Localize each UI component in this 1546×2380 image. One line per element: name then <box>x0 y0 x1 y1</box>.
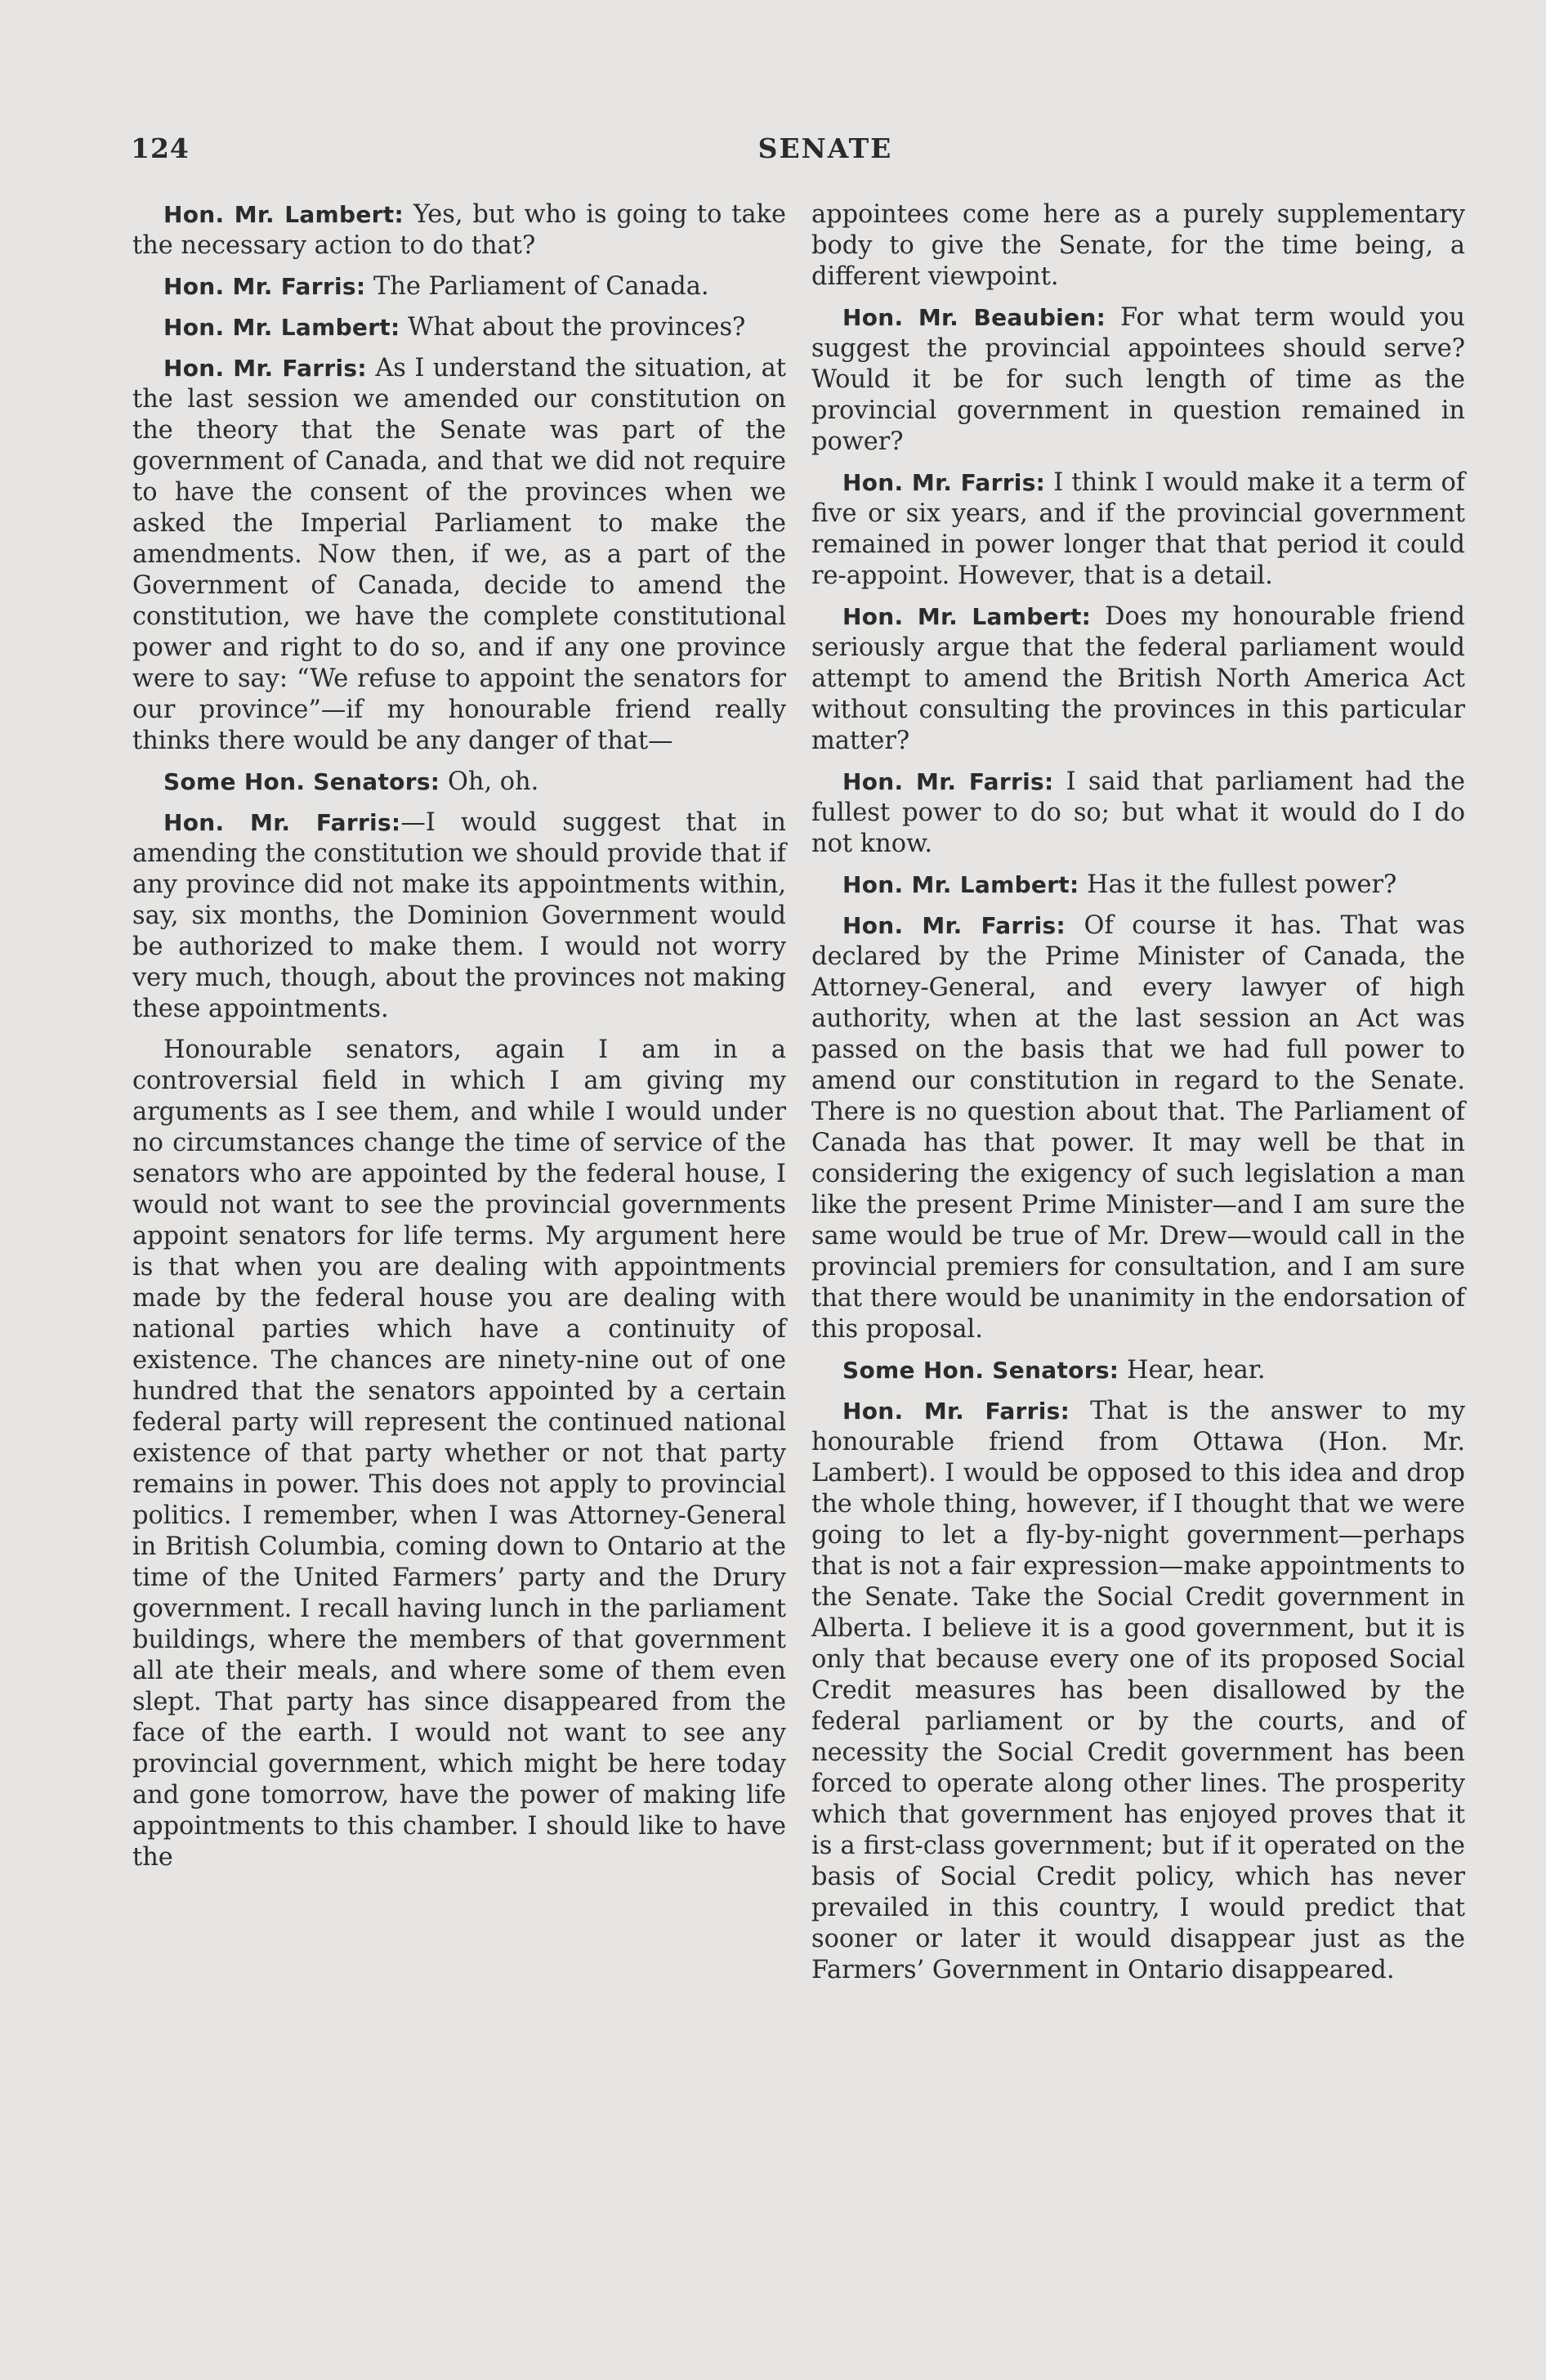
right-column <box>811 199 1465 1996</box>
speaker-name: Some Hon. Senators: <box>842 1357 1119 1384</box>
speech-paragraph <box>132 199 786 262</box>
speaker-name: Hon. Mr. Farris: <box>163 355 367 382</box>
speech-paragraph <box>811 1355 1465 1386</box>
speech-text: I think I would make it a term of five or six years, and if the provincial government remained in power longer that that period it could re-appoint. However, that is a detail. <box>811 468 1465 590</box>
speech-paragraph <box>811 1396 1465 1986</box>
speech-text: That is the answer to my honourable friend from Ottawa (Hon. Mr. Lambert). I would be opposed to this idea and drop the whole thing, however, if I thought that we were going to let a fly-by-night government—perhaps that is not a fair expression—make appointments to the Senate. Take the Social Credit government in Alberta. I believe it is a good government, but it is only that because every one of its proposed Social Credit measures has been disallowed by the federal parliament or by the courts, and of necessity the Social Credit government has been forced to operate along other lines. The prosperity which that government has enjoyed proves that it is a first-class government; but if it operated on the basis of Social Credit policy, which has never prevailed in this country, I would predict that sooner or later it would disappear just as the Farmers’ Government in Ontario disappeared. <box>811 1397 1465 1984</box>
speaker-name: Hon. Mr. Farris: <box>842 768 1054 795</box>
page-header <box>131 132 1479 173</box>
speaker-name: Hon. Mr. Beaubien: <box>842 304 1106 331</box>
page-number: 124 <box>131 132 190 164</box>
speaker-name: Hon. Mr. Lambert: <box>163 201 404 228</box>
speech-paragraph <box>132 353 786 757</box>
speaker-name: Hon. Mr. Farris: <box>163 809 401 836</box>
speech-paragraph <box>132 1035 786 1873</box>
left-column <box>132 199 786 1883</box>
speaker-name: Hon. Mr. Lambert: <box>842 603 1092 630</box>
speech-paragraph <box>811 767 1465 860</box>
speech-text: I said that parliament had the fullest power to do so; but what it would do I do not know. <box>811 767 1465 858</box>
speech-text: Does my honourable friend seriously argue that the federal parliament would attempt to amend the British North America Act without consulting the provinces in this particular matter? <box>811 602 1465 755</box>
speech-paragraph <box>811 302 1465 458</box>
speech-paragraph <box>811 468 1465 592</box>
speech-text: Of course it has. That was declared by the Prime Minister of Canada, the Attorney-General, and every lawyer of high authority, when at the last session an Act was passed on the basis that we had full power to amend our constitution in regard to the Senate. There is no question about that. The Parliament of Canada has that power. It may well be that in considering the exigency of such legislation a man like the present Prime Minister—and I am sure the same would be true of Mr. Drew—would call in the provincial premiers for consultation, and I am sure that there would be unanimity in the endorsation of this proposal. <box>811 911 1466 1344</box>
speech-text: What about the provinces? <box>400 313 746 342</box>
speaker-name: Hon. Mr. Farris: <box>842 1398 1070 1425</box>
speaker-name: Hon. Mr. Lambert: <box>163 314 400 341</box>
speech-text: Oh, oh. <box>440 767 539 796</box>
speech-text: appointees come here as a purely supplementary body to give the Senate, for the time being, a different viewpoint. <box>811 200 1465 291</box>
speech-paragraph <box>811 199 1465 293</box>
speaker-name: Some Hon. Senators: <box>163 768 440 795</box>
speaker-name: Hon. Mr. Lambert: <box>842 871 1079 898</box>
speech-paragraph <box>811 870 1465 901</box>
speech-paragraph <box>132 767 786 798</box>
speech-text: As I understand the situation, at the last session we amended our constitution on the theory that the Senate was part of the government of Canada, and that we did not require to have the consent of the provinces when we asked the Imperial Parliament to make the amendments. Now then, if we, as a part of the Government of Canada, decide to amend the constitution, we have the complete constitutional power and right to do so, and if any one province were to say: “We refuse to appoint the senators for our province”—if my honourable friend really thinks there would be any danger of that— <box>132 354 786 755</box>
speech-text: Hear, hear. <box>1119 1356 1266 1385</box>
speech-text: Has it the fullest power? <box>1079 870 1397 899</box>
speech-paragraph <box>132 312 786 343</box>
speech-paragraph <box>811 602 1465 757</box>
speaker-name: Hon. Mr. Farris: <box>842 912 1066 939</box>
speaker-name: Hon. Mr. Farris: <box>842 469 1046 496</box>
speech-paragraph <box>811 910 1465 1345</box>
speech-text: Honourable senators, again I am in a controversial field in which I am giving my arguments as I see them, and while I would under no circumstances change the time of service of the senators who are appointed by the federal house, I would not want to see the provincial governments appoint senators for life terms. My argument here is that when you are dealing with appointments made by the federal house you are dealing with national parties which have a continuity of existence. The chances are ninety-nine out of one hundred that the senators appointed by a certain federal party will represent the continued national existence of that party whether or not that party remains in power. This does not apply to provincial politics. I remember, when I was Attorney-General in British Columbia, coming down to Ontario at the time of the United Farmers’ party and the Drury government. I recall having lunch in the parliament buildings, where the members of that government all ate their meals, and where some of them even slept. That party has since disappeared from the face of the earth. I would not want to see any provincial government, which might be here today and gone tomorrow, have the power of making life appointments to this chamber. I should like to have the <box>132 1036 786 1872</box>
speech-text: —I would suggest that in amending the constitution we should provide that if any province did not make its appointments within, say, six months, the Dominion Government would be authorized to make them. I would not worry very much, though, about the provinces not making these appointments. <box>132 808 787 1023</box>
speaker-name: Hon. Mr. Farris: <box>163 273 366 300</box>
speech-text: For what term would you suggest the provincial appointees should serve? Would it be for such length of time as the provincial government in question remained in power? <box>811 303 1465 456</box>
speech-text: Yes, but who is going to take the necessary action to do that? <box>132 200 786 260</box>
speech-text: The Parliament of Canada. <box>365 272 709 301</box>
speech-paragraph <box>132 808 786 1025</box>
running-head-title: SENATE <box>757 132 893 164</box>
speech-paragraph <box>132 271 786 302</box>
